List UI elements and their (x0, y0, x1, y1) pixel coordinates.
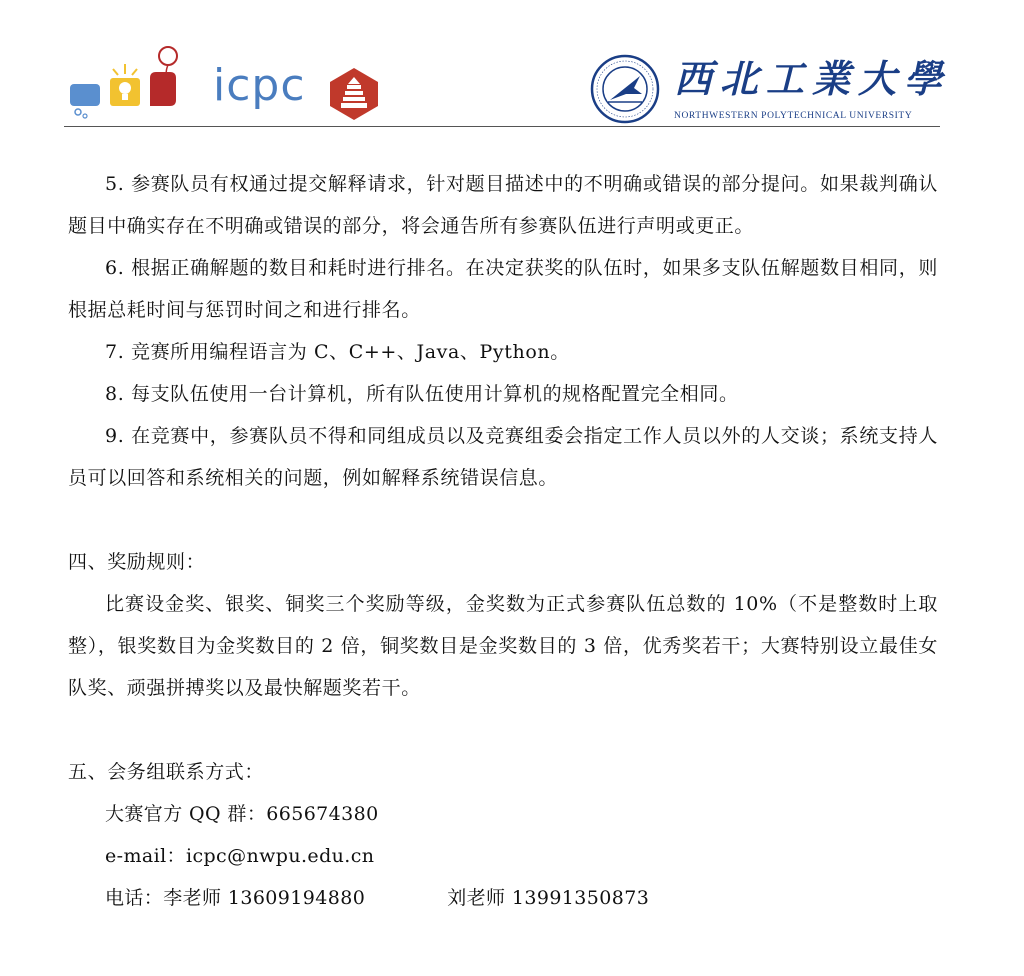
rule-item-6 (68, 247, 938, 331)
rule-number: 9. (105, 425, 125, 447)
rule-text: 每支队伍使用一台计算机，所有队伍使用计算机的规格配置完全相同。 (130, 383, 739, 405)
computer-icon (70, 84, 100, 106)
awards-section-title: 四、奖励规则： (68, 551, 206, 573)
awards-paragraph: 比赛设金奖、银奖、铜奖三个奖励等级，金奖数为正式参赛队伍总数的 10%（不是整数时上取整），银奖数目为金奖数目的 2 倍，铜奖数目是金奖数目的 3 倍，优秀奖若干；大赛特别设立最佳女队奖、顽强拼搏奖以及最快解题奖若干。 (68, 593, 938, 699)
rule-text: 竞赛所用编程语言为 C、C++、Java、Python。 (130, 341, 570, 363)
email-line: e-mail：icpc@nwpu.edu.cn (105, 845, 375, 867)
rule-number: 7. (105, 341, 125, 363)
balloon-icon (159, 47, 177, 65)
rule-text: 根据正确解题的数目和耗时进行排名。在决定获奖的队伍时，如果多支队伍解题数目相同，则根据总耗时间与惩罚时间之和进行排名。 (68, 257, 939, 321)
nwpu-seal-icon (590, 54, 660, 124)
nwpu-logo (586, 54, 951, 124)
rule-number: 8. (105, 383, 125, 405)
rule-text: 在竞赛中，参赛队员不得和同组成员以及竞赛组委会指定工作人员以外的人交谈；系统支持人员可以回答和系统相关的问题，例如解释系统错误信息。 (68, 425, 939, 489)
university-name-en: NORTHWESTERN POLYTECHNICAL UNIVERSITY (674, 111, 913, 121)
pagoda-emblem-icon (330, 68, 378, 120)
rule-item-5 (68, 163, 938, 247)
phone-contact-2: 刘老师 13991350873 (447, 887, 650, 909)
rule-item-7 (68, 331, 938, 373)
balloon-box-icon (150, 72, 176, 106)
icpc-logo (68, 42, 398, 126)
rule-number: 6. (105, 257, 125, 279)
spacer (68, 709, 938, 751)
rule-number: 5. (105, 173, 125, 195)
rule-text: 参赛队员有权通过提交解释请求，针对题目描述中的不明确或错误的部分提问。如果裁判确认题目中确实存在不明确或错误的部分，将会通告所有参赛队伍进行声明或更正。 (68, 173, 939, 237)
rule-item-8 (68, 373, 938, 415)
contact-section-title: 五、会务组联系方式： (68, 761, 265, 783)
page-header (64, 40, 951, 127)
rule-item-9 (68, 415, 938, 499)
phone-line (68, 877, 938, 919)
icpc-icons-graphic (68, 42, 218, 126)
phone-contact-1: 电话：李老师 13609194880 (105, 887, 366, 909)
qq-group-line: 大赛官方 QQ 群：665674380 (105, 803, 379, 825)
icpc-wordmark: icpc (213, 60, 306, 111)
university-name-cn: 西北工業大學 (674, 56, 951, 101)
document-body (68, 163, 938, 919)
spacer (68, 499, 938, 541)
